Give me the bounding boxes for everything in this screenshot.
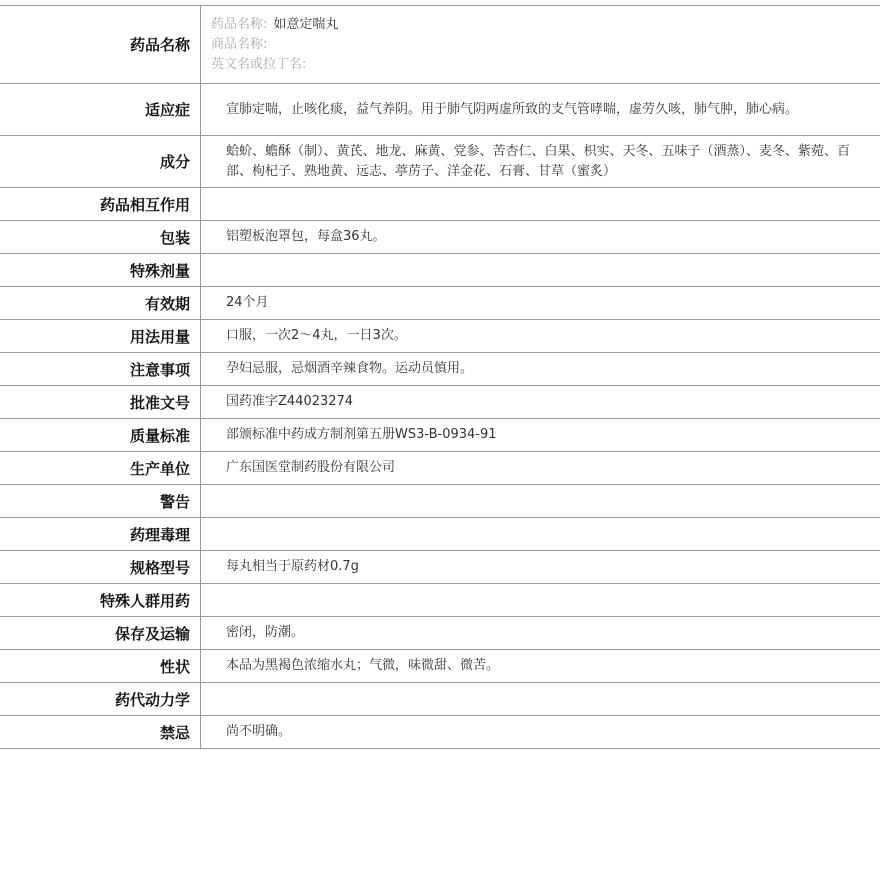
row-value-pharmacokinetics	[201, 683, 880, 716]
drug-name-cell	[201, 6, 880, 84]
row-value-contraindications: 尚不明确。	[226, 724, 292, 739]
row-precautions	[0, 353, 880, 386]
row-label-special-populations: 特殊人群用药	[0, 584, 201, 617]
generic-name-line	[211, 15, 870, 35]
row-value-interactions	[201, 188, 880, 221]
row-label-packaging: 包装	[0, 221, 201, 254]
row-value-specification: 每丸相当于原药材0.7g	[226, 559, 359, 574]
row-special-dosage	[0, 254, 880, 287]
row-label-manufacturer: 生产单位	[0, 452, 201, 485]
row-interactions	[0, 188, 880, 221]
row-label-shelf-life: 有效期	[0, 287, 201, 320]
row-approval-number	[0, 386, 880, 419]
row-value-special-dosage	[201, 254, 880, 287]
row-storage	[0, 617, 880, 650]
row-quality-standard	[0, 419, 880, 452]
generic-name-value: 如意定喘丸	[273, 16, 339, 32]
row-value-special-populations	[201, 584, 880, 617]
row-label-storage: 保存及运输	[0, 617, 201, 650]
row-pharmacology	[0, 518, 880, 551]
row-label-interactions: 药品相互作用	[0, 188, 201, 221]
row-label-approval-number: 批准文号	[0, 386, 201, 419]
row-shelf-life	[0, 287, 880, 320]
row-value-indications: 宣肺定喘，止咳化痰，益气养阴。用于肺气阴两虚所致的支气管哮喘，虚劳久咳，肺气肿，肺心病。	[226, 101, 799, 117]
english-name-line	[211, 55, 870, 75]
row-label-ingredients: 成分	[0, 136, 201, 188]
row-value-appearance: 本品为黑褐色浓缩水丸；气微，味微甜、微苦。	[226, 658, 500, 673]
row-specification	[0, 551, 880, 584]
row-label-precautions: 注意事项	[0, 353, 201, 386]
row-warnings	[0, 485, 880, 518]
drug-info-table	[0, 5, 880, 749]
generic-name-label: 药品名称:	[211, 16, 268, 32]
trade-name-line	[211, 35, 870, 55]
row-packaging	[0, 221, 880, 254]
row-label-appearance: 性状	[0, 650, 201, 683]
row-label-pharmacokinetics: 药代动力学	[0, 683, 201, 716]
row-value-ingredients: 蛤蚧、蟾酥（制）、黄芪、地龙、麻黄、党参、苦杏仁、白果、枳实、天冬、五味子（酒蒸）、麦冬、紫菀、百部、枸杞子、熟地黄、远志、葶苈子、洋金花、石膏、甘草（蜜炙）	[226, 143, 851, 179]
row-value-approval-number: 国药准字Z44023274	[226, 394, 354, 409]
trade-name-value	[267, 37, 273, 52]
row-appearance	[0, 650, 880, 683]
row-label-specification: 规格型号	[0, 551, 201, 584]
row-label-warnings: 警告	[0, 485, 201, 518]
row-value-quality-standard: 部颁标准中药成方制剂第五册WS3-B-0934-91	[226, 427, 497, 442]
row-ingredients	[0, 136, 880, 188]
english-name-value	[306, 57, 312, 72]
row-value-pharmacology	[201, 518, 880, 551]
row-label-pharmacology: 药理毒理	[0, 518, 201, 551]
row-label-contraindications: 禁忌	[0, 716, 201, 749]
row-drug-name	[0, 6, 880, 84]
row-value-storage: 密闭，防潮。	[226, 625, 305, 640]
row-label-usage-dosage: 用法用量	[0, 320, 201, 353]
row-value-packaging: 铝塑板泡罩包，每盒36丸。	[226, 229, 386, 244]
row-label-drug-name: 药品名称	[0, 6, 201, 84]
row-label-quality-standard: 质量标准	[0, 419, 201, 452]
row-label-indications: 适应症	[0, 84, 201, 136]
row-contraindications	[0, 716, 880, 749]
row-indications	[0, 84, 880, 136]
row-value-precautions: 孕妇忌服，忌烟酒辛辣食物。运动员慎用。	[226, 361, 474, 376]
trade-name-label: 商品名称:	[211, 36, 268, 52]
row-usage-dosage	[0, 320, 880, 353]
row-value-warnings	[201, 485, 880, 518]
row-manufacturer	[0, 452, 880, 485]
row-special-populations	[0, 584, 880, 617]
english-name-label: 英文名或拉丁名:	[211, 56, 307, 72]
row-value-usage-dosage: 口服，一次2～4丸，一日3次。	[226, 328, 407, 343]
row-value-manufacturer: 广东国医堂制药股份有限公司	[226, 460, 396, 475]
row-label-special-dosage: 特殊剂量	[0, 254, 201, 287]
row-value-shelf-life: 24个月	[226, 295, 269, 310]
row-pharmacokinetics	[0, 683, 880, 716]
